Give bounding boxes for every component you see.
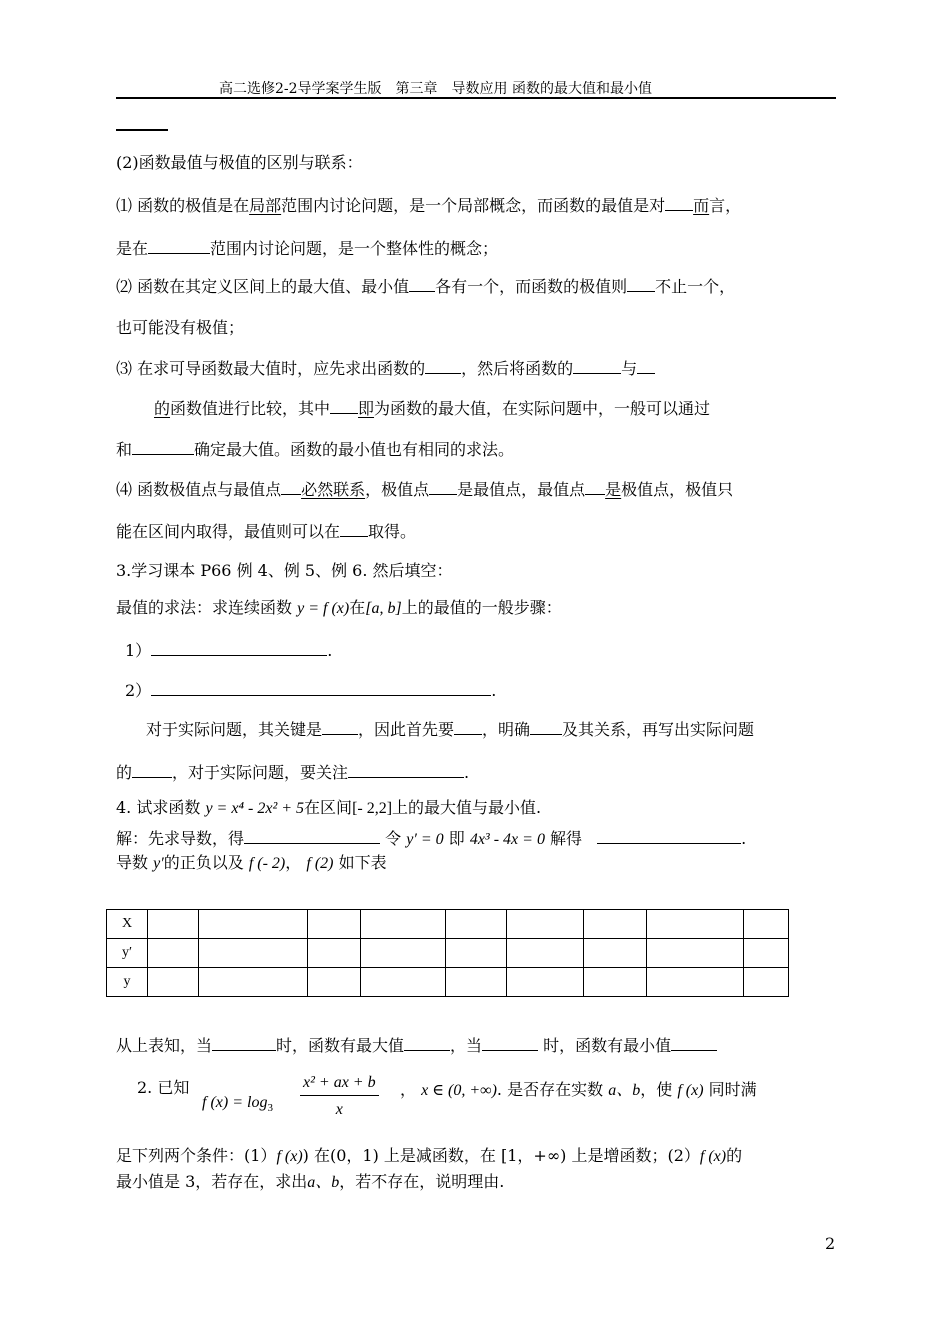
paragraph-1-line-2: 是在 范围内讨论问题，是一个整体性的概念；: [116, 236, 498, 259]
table-cell[interactable]: [148, 910, 199, 939]
section-3-heading: 3.学习课本 P66 例 4、例 5、例 6. 然后填空：: [116, 561, 453, 580]
step-1-blank[interactable]: [151, 638, 327, 656]
sign-table: [106, 909, 789, 997]
paragraph-1-line-1: ⑴ 函数的极值是在局部范围内讨论问题，是一个局部概念，而函数的最值是对 而言，: [116, 193, 741, 216]
underlined-term: 局部: [249, 196, 282, 215]
q2-line-2: 足下列两个条件：(1）f (x)) 在(0，1) 上是减函数，在 [1，+∞) 上是增函数；(2）f (x)的: [116, 1146, 743, 1165]
table-cell[interactable]: [361, 910, 446, 939]
table-cell[interactable]: [507, 939, 584, 968]
blank[interactable]: [425, 356, 461, 374]
table-cell[interactable]: [507, 968, 584, 997]
table-cell[interactable]: [199, 939, 308, 968]
table-cell[interactable]: [507, 910, 584, 939]
blank[interactable]: [348, 760, 464, 778]
q2-line-1: ， x ∈ (0, +∞). 是否存在实数 a、b，使 f (x) 同时满: [400, 1080, 757, 1099]
step-2-blank[interactable]: [151, 678, 491, 696]
blank[interactable]: [322, 717, 358, 735]
blank[interactable]: [585, 477, 605, 495]
math-interval: [a, b]: [365, 600, 402, 617]
table-cell[interactable]: [584, 968, 647, 997]
blank[interactable]: [212, 1033, 276, 1051]
table-cell[interactable]: [744, 968, 789, 997]
step-2: 2） .: [125, 678, 496, 701]
header-short-rule: [116, 129, 168, 131]
table-cell[interactable]: [199, 968, 308, 997]
table-row: [107, 939, 789, 968]
blank[interactable]: [429, 477, 457, 495]
math-domain: x ∈ (0, +∞): [421, 1082, 497, 1099]
math-fx: f (x): [677, 1082, 704, 1099]
roots-blank[interactable]: [597, 826, 741, 844]
math-interval: [- 2,2]: [352, 800, 393, 817]
blank[interactable]: [573, 356, 621, 374]
table-cell[interactable]: [584, 939, 647, 968]
paragraph-2-line-2: 也可能没有极值；: [116, 318, 245, 337]
table-cell[interactable]: [446, 968, 507, 997]
practical-line-1: 对于实际问题，其关键是 ，因此首先要 ，明确 及其关系，再写出实际问题: [146, 717, 754, 740]
table-cell[interactable]: [148, 968, 199, 997]
blank[interactable]: [454, 717, 482, 735]
blank[interactable]: [340, 519, 368, 537]
blank[interactable]: [330, 396, 358, 414]
blank[interactable]: [404, 1033, 450, 1051]
blank[interactable]: [637, 356, 655, 374]
table-cell[interactable]: [308, 939, 361, 968]
page-number: 2: [825, 1234, 836, 1253]
table-row: [107, 910, 789, 939]
page-header: 高二选修2-2导学案学生版 第三章 导数应用 函数的最大值和最小值: [219, 81, 652, 97]
blank[interactable]: [132, 760, 172, 778]
method-line: 最值的求法：求连续函数 y = f (x)在[a, b]上的最值的一般步骤：: [116, 598, 562, 617]
blank[interactable]: [409, 274, 435, 292]
paragraph-4-line-2: 能在区间内取得，最值则可以在 取得。: [116, 519, 416, 542]
blank[interactable]: [281, 477, 301, 495]
math-log-lhs: f $(x) = \log_3$: [202, 1094, 273, 1115]
paragraph-2-line-1: ⑵ 函数在其定义区间上的最大值、最小值 各有一个，而函数的极值则 不止一个，: [116, 274, 735, 297]
blank[interactable]: [530, 717, 562, 735]
table-cell[interactable]: [647, 939, 744, 968]
header-rule: [116, 97, 836, 99]
table-cell[interactable]: [446, 939, 507, 968]
paragraph-4-line-1: ⑷ 函数极值点与最值点 必然联系，极值点 是最值点，最值点 是极值点，极值只: [116, 477, 733, 500]
table-cell[interactable]: [361, 939, 446, 968]
derivative-blank[interactable]: [244, 826, 380, 844]
math-yprime: y′: [153, 855, 164, 872]
table-cell[interactable]: [744, 939, 789, 968]
table-cell[interactable]: [744, 910, 789, 939]
paragraph-3-line-3: 和 确定最大值。函数的最小值也有相同的求法。: [116, 437, 514, 460]
section-4-heading: 4. 试求函数 y = x⁴ - 2x² + 5在区间[- 2,2]上的最大值与最小值.: [116, 798, 542, 817]
q2-line-3: 最小值是 3，若存在，求出a、b，若不存在，说明理由.: [116, 1172, 505, 1191]
blank[interactable]: [665, 193, 693, 211]
conclusion-line: 从上表知，当 时，函数有最大值 ，当 时，函数有最小值: [116, 1033, 717, 1056]
table-cell[interactable]: [647, 910, 744, 939]
table-intro: 导数 y′的正负以及 f (- 2)， f (2) 如下表: [116, 853, 387, 872]
table-cell[interactable]: [308, 968, 361, 997]
paragraph-3-line-1: ⑶ 在求可导函数最大值时，应先求出函数的 ，然后将函数的 与: [116, 356, 655, 379]
table-cell[interactable]: [148, 939, 199, 968]
math-ab: a、b: [608, 1082, 641, 1099]
math-derivative-zero: y′ = 0: [406, 831, 444, 848]
table-cell[interactable]: [308, 910, 361, 939]
underlined-term: 必然联系: [301, 480, 366, 499]
table-cell[interactable]: [361, 968, 446, 997]
math-function: y = x⁴ - 2x² + 5: [205, 800, 305, 817]
blank[interactable]: [671, 1033, 717, 1051]
table-cell[interactable]: [199, 910, 308, 939]
blank[interactable]: [482, 1033, 538, 1051]
table-cell[interactable]: [647, 968, 744, 997]
blank[interactable]: [132, 437, 194, 455]
step-1: 1） .: [125, 638, 332, 661]
table-cell[interactable]: [584, 910, 647, 939]
section-heading: (2)函数最值与极值的区别与联系：: [116, 153, 363, 172]
table-row: [107, 968, 789, 997]
math-equation: 4x³ - 4x = 0: [469, 831, 545, 848]
table-cell[interactable]: [446, 910, 507, 939]
paragraph-3-line-2: 的函数值进行比较，其中 即为函数的最大值，在实际问题中，一般可以通过: [154, 396, 710, 419]
row-label: y′: [107, 939, 148, 968]
blank[interactable]: [148, 236, 210, 254]
row-label: X: [107, 910, 148, 939]
q2-lead: 2. 已知: [137, 1078, 190, 1097]
math-f-2: f (2): [306, 855, 334, 872]
blank[interactable]: [627, 274, 655, 292]
practical-line-2: 的 ，对于实际问题，要关注 .: [116, 760, 469, 783]
row-label: y: [107, 968, 148, 997]
math-fx: y = f (x): [297, 600, 350, 617]
math-fraction: $\frac{\text{x² + ax + b}}{x}$: [300, 1073, 379, 1120]
math-f-minus2: f (- 2): [248, 855, 286, 872]
solution-line: 解：先求导数，得 令 y′ = 0 即 4x³ - 4x = 0 解得 .: [116, 826, 746, 850]
